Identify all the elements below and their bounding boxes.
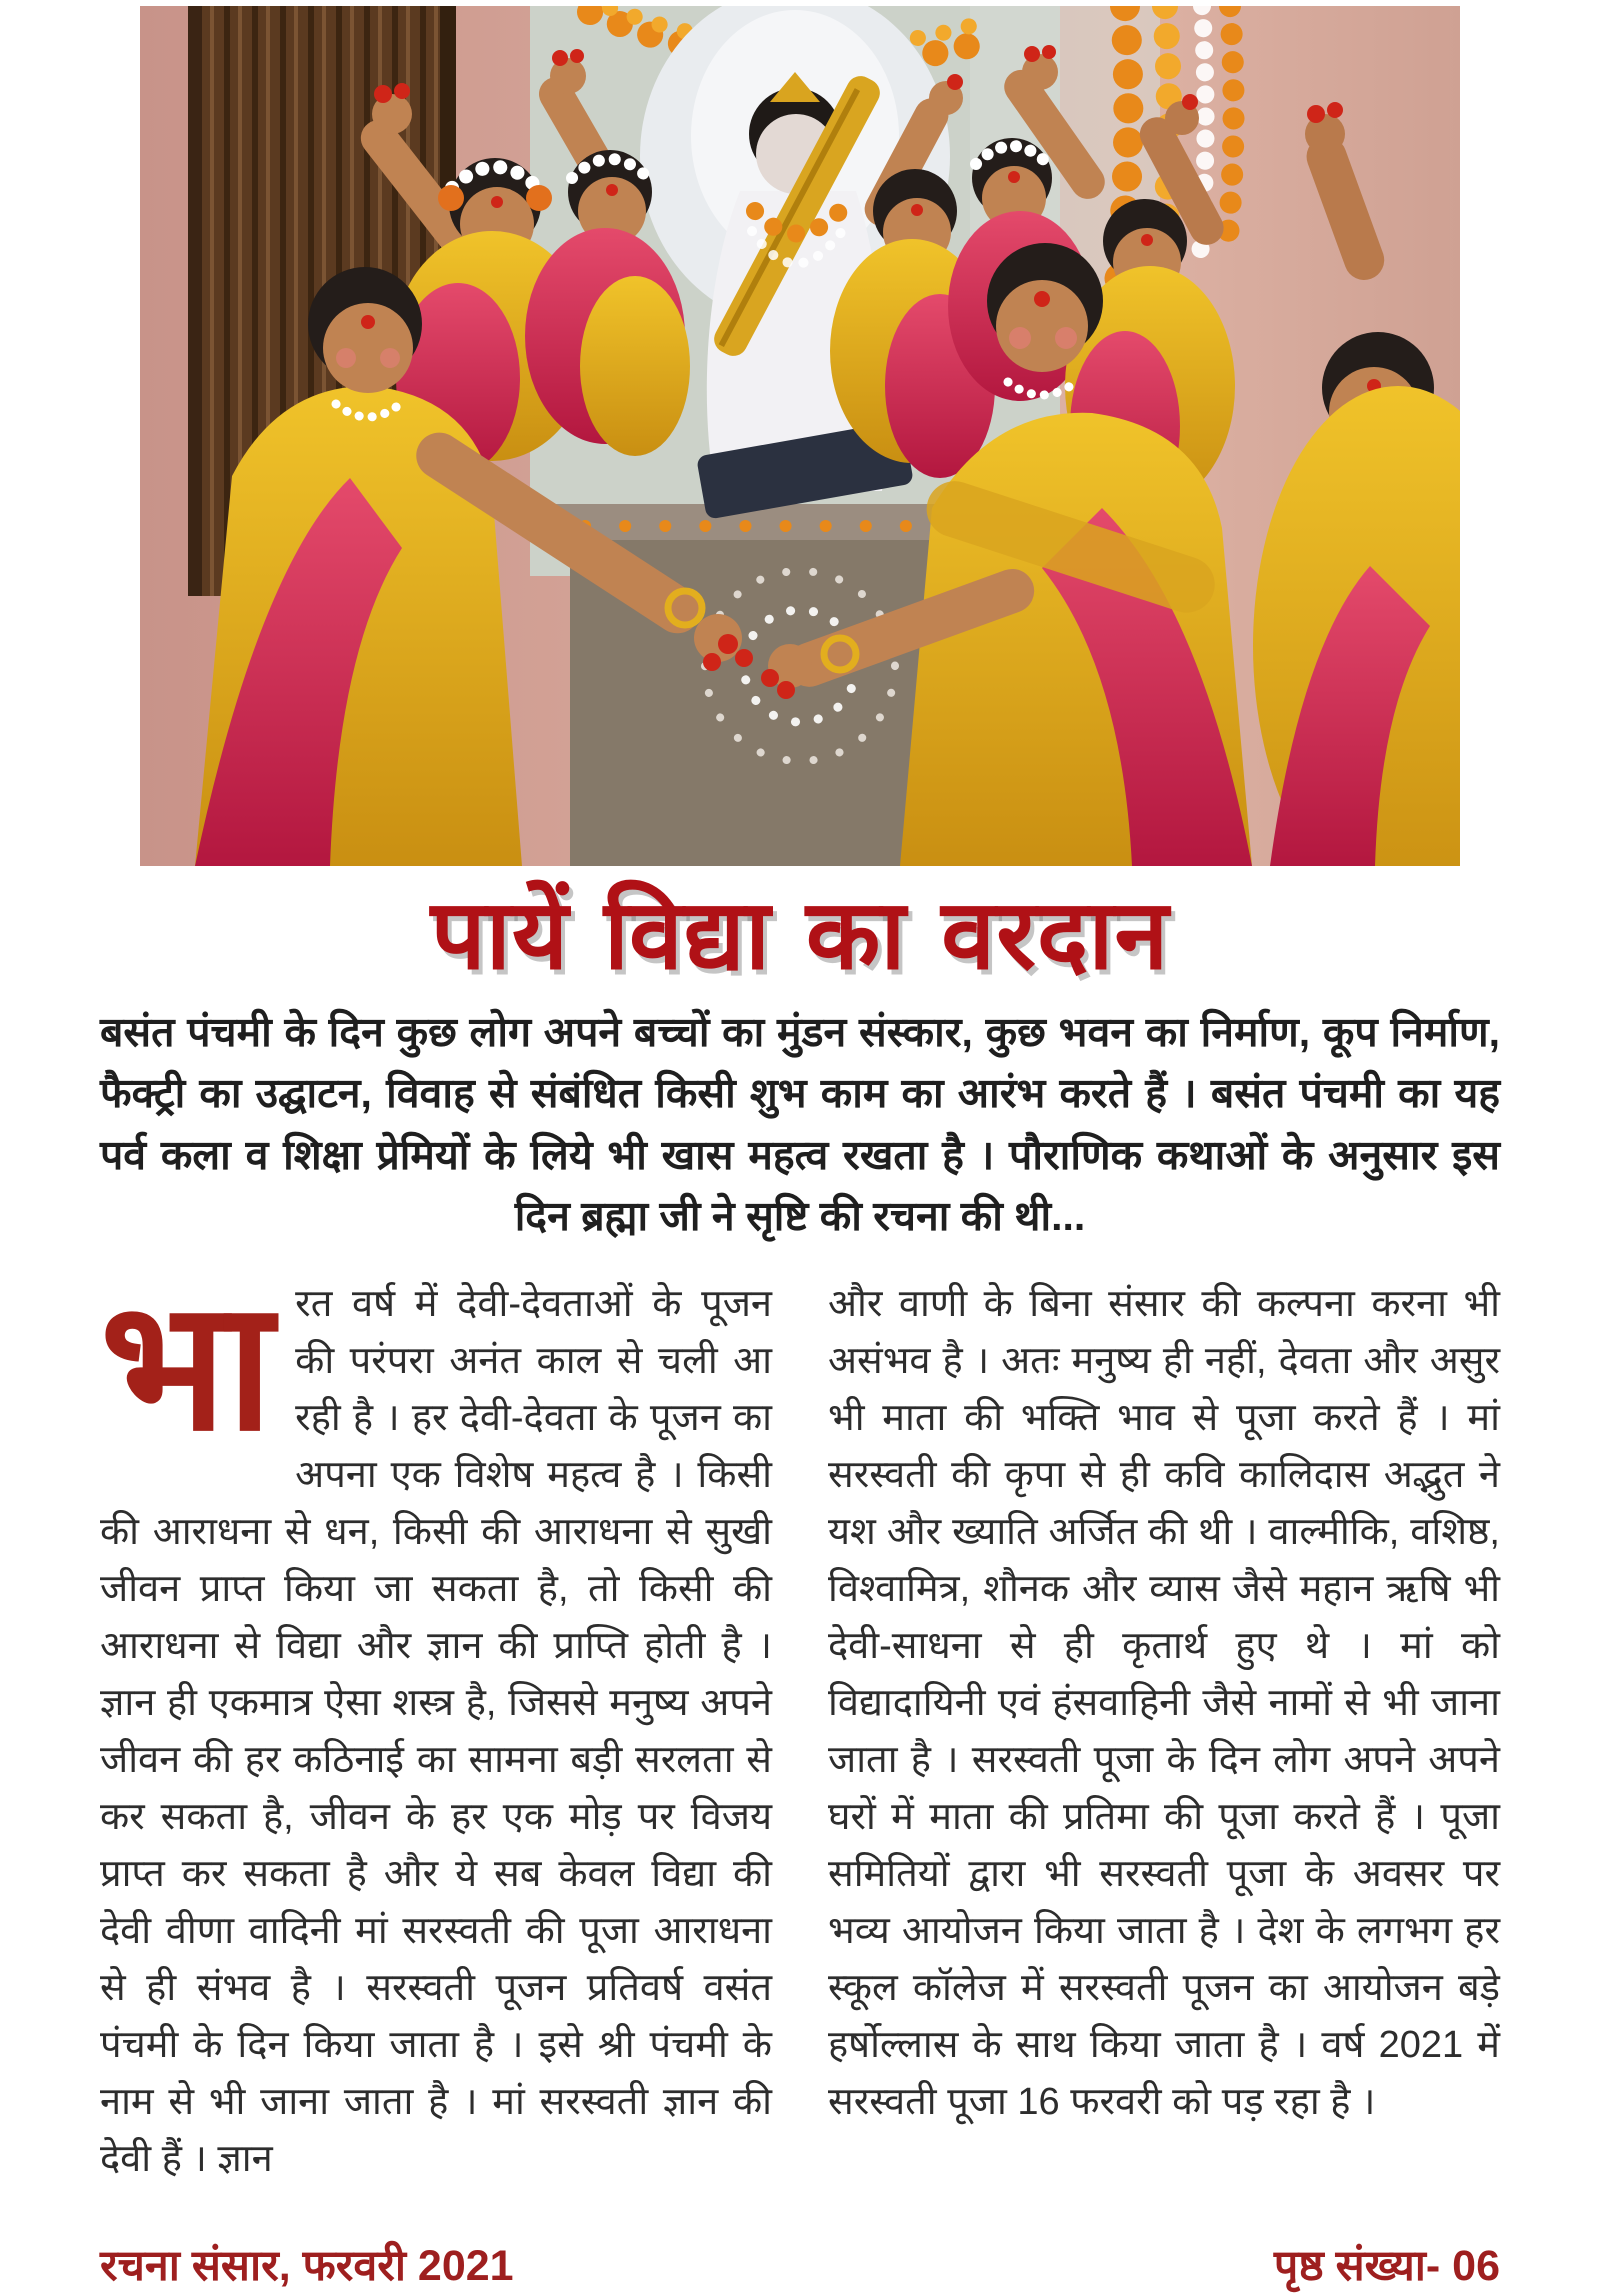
article-body bbox=[100, 1261, 1500, 2188]
right-column bbox=[828, 1276, 1500, 2188]
article-headline: पायें विद्या का वरदान bbox=[430, 878, 1170, 991]
article-intro: बसंत पंचमी के दिन कुछ लोग अपने बच्चों का मुंडन संस्कार, कुछ भवन का निर्माण, कूप निर्माण, फैक्ट्री का उद्घाटन, विवाह से संबंधित किसी शुभ काम का आरंभ करते हैं । बसंत पंचमी का यह पर्व कला व शिक्षा प्रेमियों के लिये भी खास महत्व रखता है । पौराणिक कथाओं के अनुसार इस दिन ब्रह्मा जी ने सृष्टि की रचना की थी... bbox=[100, 1008, 1500, 1240]
drop-cap: भा bbox=[100, 1261, 274, 1471]
saraswati-puja-scene bbox=[140, 6, 1460, 866]
right-column-text: और वाणी के बिना संसार की कल्पना करना भी असंभव है । अतः मनुष्य ही नहीं, देवता और असुर भी माता की भक्ति भाव से पूजा करते हैं । मां सरस्वती की कृपा से ही कवि कालिदास अद्भुत ने यश और ख्याति अर्जित की थी । वाल्मीकि, वशिष्ठ, विश्वामित्र, शौनक और व्यास जैसे महान ऋषि भी देवी-साधना से ही कृतार्थ हुए थे । मां को विद्यादायिनी एवं हंसवाहिनी जैसे नामों से भी जाना जाता है । सरस्वती पूजा के दिन लोग अपने अपने घरों में माता की प्रतिमा की पूजा करते हैं । पूजा समितियों द्वारा भी सरस्वती पूजा के अवसर पर भव्य आयोजन किया जाता है । देश के लगभग हर स्कूल कॉलेज में सरस्वती पूजन का आयोजन बड़े हर्षोल्लास के साथ किया जाता है । वर्ष 2021 में सरस्वती पूजा 16 फरवरी को पड़ रहा है । bbox=[828, 1282, 1500, 2123]
left-column bbox=[100, 1261, 772, 2188]
left-column-text: रत वर्ष में देवी-देवताओं के पूजन की परंपरा अनंत काल से चली आ रही है । हर देवी-देवता के पूजन का अपना एक विशेष महत्व है । किसी की आराधना से धन, किसी की आराधना से सुखी जीवन प्राप्त किया जा सकता है, तो किसी की आराधना से विद्या और ज्ञान की प्राप्ति होती है । ज्ञान ही एकमात्र ऐसा शस्त्र है, जिससे मनुष्य अपने जीवन की हर कठिनाई का सामना बड़ी सरलता से कर सकता है, जीवन के हर एक मोड़ पर विजय प्राप्त कर सकता है और ये सब केवल विद्या की देवी वीणा वादिनी मां सरस्वती की पूजा आराधना से ही संभव है । सरस्वती पूजन प्रतिवर्ष वसंत पंचमी के दिन किया जाता है । इसे श्री पंचमी के नाम से भी जाना जाता है । मां सरस्वती ज्ञान की देवी हैं । ज्ञान bbox=[100, 1282, 772, 2180]
footer-page-number: पृष्ठ संख्या- 06 bbox=[1273, 2241, 1500, 2290]
page-footer bbox=[100, 2234, 1500, 2293]
festival-photo bbox=[140, 6, 1460, 866]
footer-magazine-name-date: रचना संसार, फरवरी 2021 bbox=[100, 2241, 514, 2290]
